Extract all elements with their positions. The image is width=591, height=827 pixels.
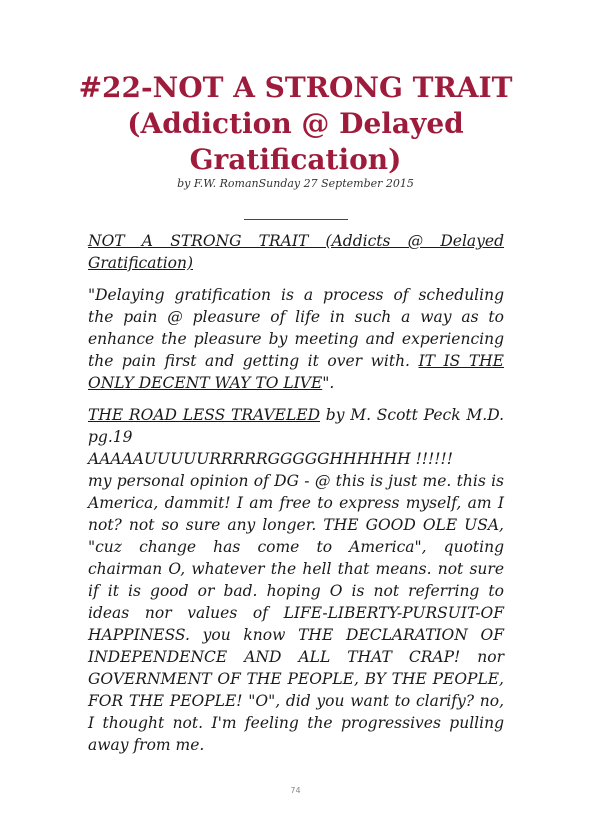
article-title: [40, 70, 551, 178]
book-title: THE ROAD LESS TRAVELED: [88, 406, 321, 424]
section-heading: NOT A STRONG TRAIT (Addicts @ Delayed Gratification): [88, 232, 504, 272]
title-line-1: #22-NOT A STRONG TRAIT: [78, 71, 513, 104]
divider: [244, 219, 348, 220]
title-line-2: (Addiction @ Delayed: [127, 107, 464, 140]
source-citation: [88, 404, 504, 448]
quote-end: ".: [322, 374, 335, 392]
byline: by F.W. RomanSunday 27 September 2015: [177, 177, 414, 190]
body-paragraph: my personal opinion of DG - @ this is just me. this is America, dammit! I am free to express myself, am I not? not so sure any longer. THE GOOD OLE USA, "cuz change has come to America", quoting chairman O, whatever the hell that means. not sure if it is good or bad. hoping O is not referring to ideas nor values of LIFE-LIBERTY-PURSUIT-OF HAPPINESS. you know THE DECLARATION OF INDEPENDENCE AND ALL THAT CRAP! nor GOVERNMENT OF THE PEOPLE, BY THE PEOPLE, FOR THE PEOPLE! "O", did you want to clarify? no, I thought not. I'm feeling the progressives pulling away from me.: [88, 472, 504, 754]
quote-emphasis: IT IS THE ONLY DECENT WAY TO LIVE: [88, 352, 504, 392]
book-author: by M. Scott Peck M.D. pg.19: [88, 406, 504, 446]
title-line-3: Gratification): [189, 143, 402, 176]
quote-paragraph: [88, 284, 504, 394]
exclamation: AAAAAUUUUURRRRRGGGGGHHHHHH !!!!!!: [88, 450, 453, 468]
page-number: 74: [290, 786, 301, 795]
article-body: [88, 230, 504, 756]
quote-text: "Delaying gratification is a process of scheduling the pain @ pleasure of life in such a way as to enhance the pleasure by meeting and experiencing the pain first and getting it over with.: [88, 286, 504, 370]
